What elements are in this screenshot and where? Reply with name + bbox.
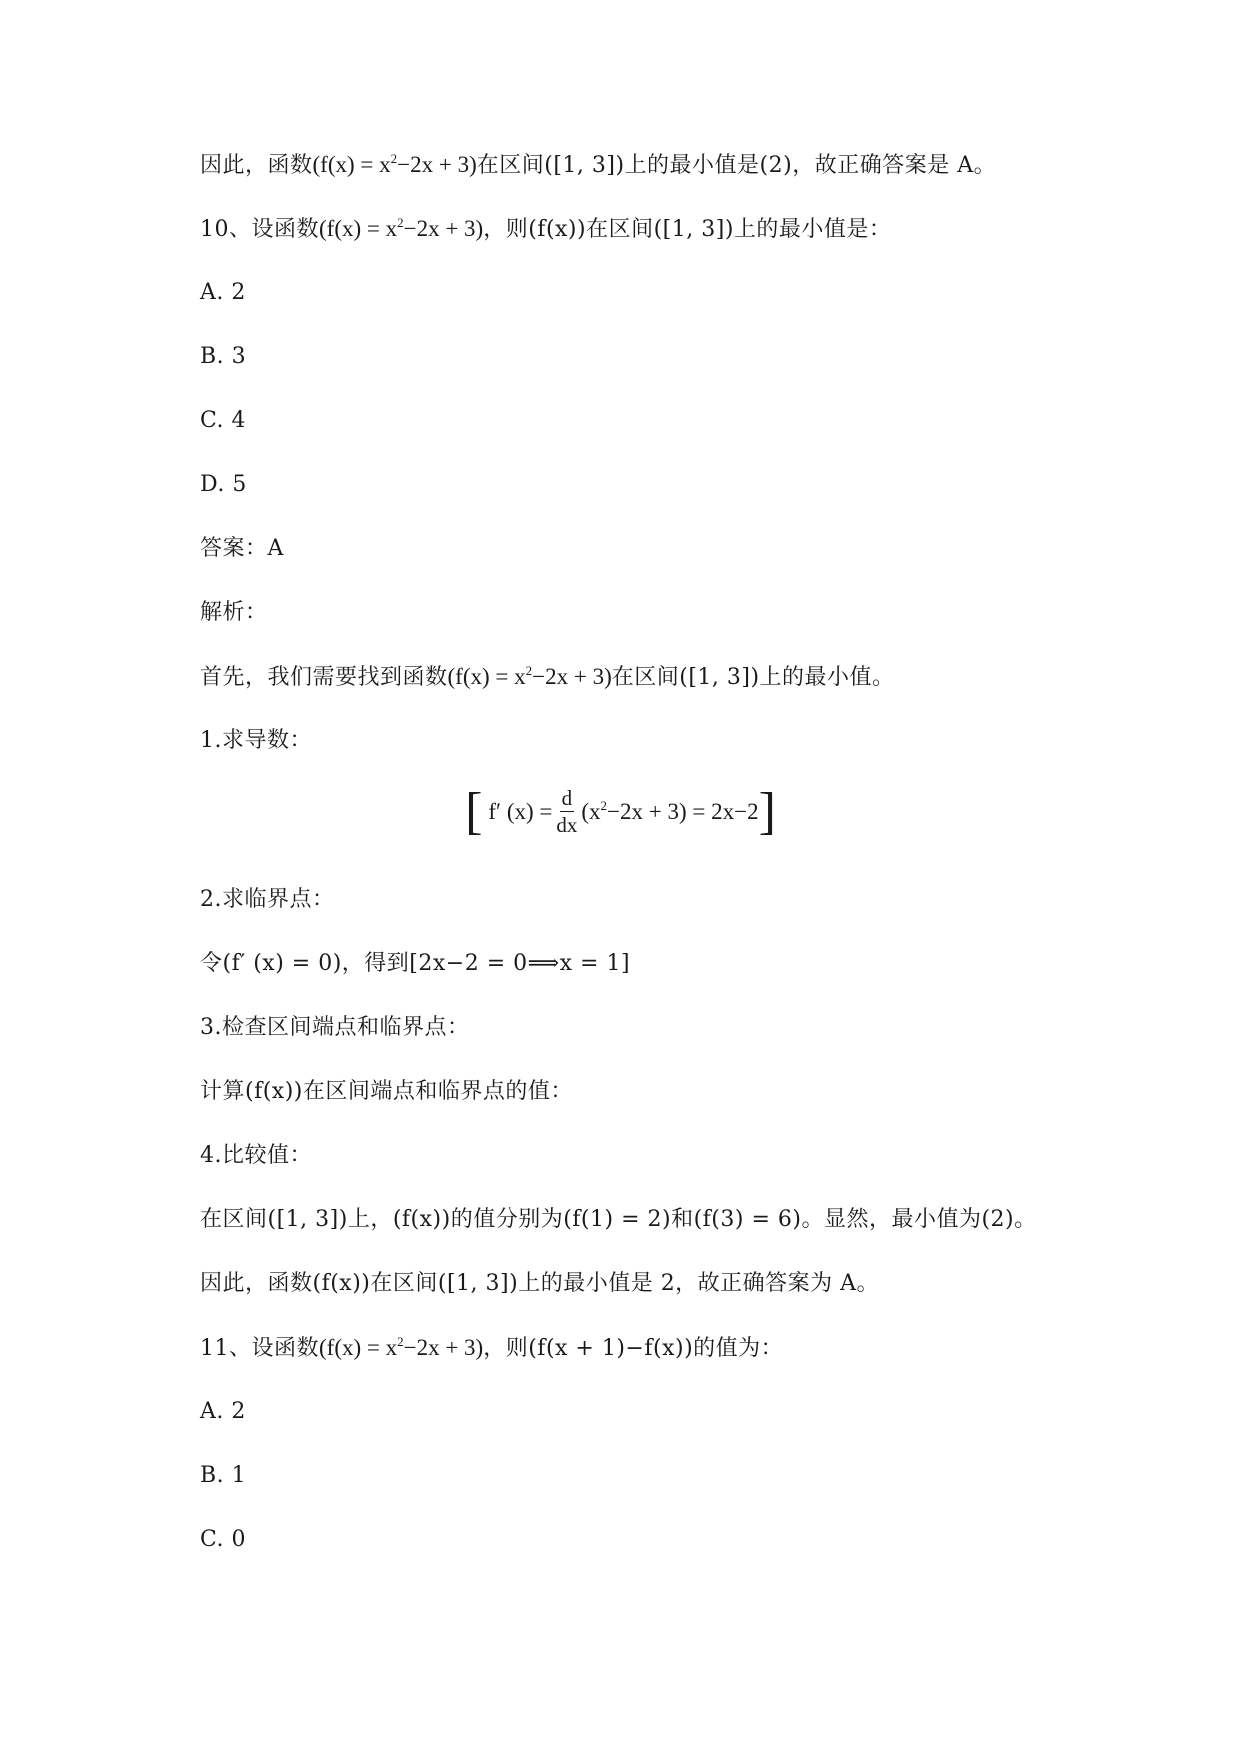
option-b: B. 1: [200, 1463, 247, 1488]
fraction: [554, 785, 579, 838]
derivative-equation: [0, 782, 1241, 840]
compare-values-line: 在区间([1, 3])上，(f(x))的值分别为(f(1) = 2)和(f(3) = 6)。显然，最小值为(2)。: [200, 1207, 1037, 1232]
math-expression: [313, 152, 477, 177]
open-bracket: [: [465, 782, 483, 840]
step-4-heading: 4.比较值：: [200, 1143, 312, 1168]
option-b: B. 3: [200, 344, 247, 369]
math-part: −2x + 3): [397, 152, 477, 177]
question-10-stem: [200, 214, 891, 245]
step-1-heading: 1.求导数：: [200, 728, 312, 753]
fraction-numerator: d: [561, 786, 573, 810]
math-part: (f(x) = x: [447, 664, 526, 689]
math-part: (x: [581, 798, 601, 824]
math-part: −2x + 3): [403, 216, 484, 241]
line-suffix: 在区间([1, 3])上的最小值是(2)，故正确答案是 A。: [476, 153, 997, 178]
option-d: D. 5: [200, 472, 247, 497]
math-part: −2x + 3): [403, 1335, 484, 1360]
analysis-heading: 解析：: [200, 600, 268, 625]
line-prefix: 11、设函数: [200, 1336, 319, 1361]
equation-lhs: f′ (x) =: [488, 798, 553, 824]
math-part: (f(x) = x: [319, 1335, 398, 1360]
option-c: C. 4: [200, 408, 247, 433]
line-suffix: ，则(f(x))在区间([1, 3])上的最小值是：: [483, 217, 892, 242]
option-c: C. 0: [200, 1527, 247, 1552]
step-3-heading: 3.检查区间端点和临界点：: [200, 1015, 470, 1040]
question-11-stem: [200, 1333, 783, 1364]
step-2-heading: 2.求临界点：: [200, 887, 335, 912]
option-a: A. 2: [200, 280, 246, 305]
fraction-denominator: dx: [556, 813, 578, 837]
math-expression: [448, 664, 612, 689]
line-prefix: 因此，函数: [200, 153, 313, 178]
close-bracket: ]: [758, 782, 776, 840]
math-part: −2x + 3) = 2x−2: [607, 798, 759, 824]
math-part: (f(x) = x: [312, 152, 391, 177]
conclusion-line: 因此，函数(f(x))在区间([1, 3])上的最小值是 2，故正确答案为 A。: [200, 1271, 880, 1296]
line-prefix: 首先，我们需要找到函数: [200, 665, 448, 690]
superscript: 2: [397, 215, 404, 230]
analysis-intro: [200, 662, 895, 693]
option-a: A. 2: [200, 1399, 246, 1424]
superscript: 2: [525, 663, 533, 678]
math-expression: [319, 1335, 483, 1360]
compute-values-line: 计算(f(x))在区间端点和临界点的值：: [200, 1079, 573, 1104]
line-suffix: 在区间([1, 3])上的最小值。: [611, 665, 895, 690]
math-expression: [319, 216, 483, 241]
math-part: −2x + 3): [532, 664, 612, 689]
superscript: 2: [600, 797, 608, 813]
answer-line: 答案：A: [200, 536, 284, 561]
text-line: [200, 150, 996, 181]
line-suffix: ，则(f(x + 1)−f(x))的值为：: [483, 1336, 784, 1361]
math-part: (f(x) = x: [319, 216, 398, 241]
equation-rhs: [581, 797, 758, 827]
superscript: 2: [397, 1334, 404, 1349]
line-prefix: 10、设函数: [200, 217, 319, 242]
critical-point-line: 令(f′ (x) = 0)，得到[2x−2 = 0⟹x = 1]: [200, 951, 631, 976]
superscript: 2: [390, 151, 398, 166]
